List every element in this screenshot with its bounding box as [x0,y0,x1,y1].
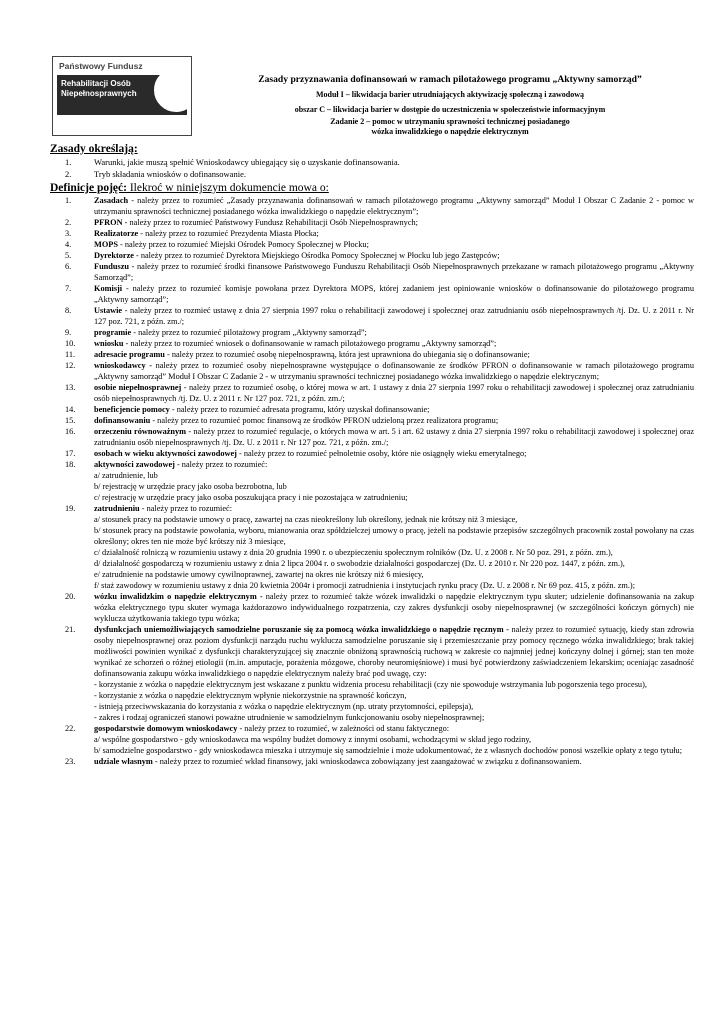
list-item [50,168,694,180]
definition-term: osobie niepełnosprawnej [94,383,182,392]
definition-item [50,503,694,591]
definition-text: - należy przez to rozumieć, w zależności od stanu faktycznego: [237,724,450,733]
definition-term: Ustawie [94,306,123,315]
definition-subitem: b/ samodzielne gospodarstwo - gdy wnioskodawca mieszka i utrzymuje się samodzielnie i może udokumentować, że z własnych dochodów ponosi wszelkie opłaty z tego tytułu; [94,746,683,755]
definition-item [50,426,694,448]
item-number: 18. [65,460,76,469]
definition-item [50,415,694,426]
item-number: 21. [65,625,76,634]
definition-subitem: a/ stosunek pracy na podstawie umowy o pracę, zawartej na czas nieokreślony lub określony, jednak nie krótszy niż 3 miesiące, [94,515,518,524]
definition-term: gospodarstwie domowym wnioskodawcy [94,724,238,733]
header-task: Zadanie 2 – pomoc w utrzymaniu sprawności technicznej posiadanego [330,117,570,126]
definition-text: należy przez to rozumieć także wózek inwalidzki o napędzie elektrycznym typu skuter; udzielenie dofinansowania na zakup wózka elektrycznego typu skuter wymaga każdorazowo indywidualnego rozpatrzenia, czy zakres dysfunkcji osoby niepełnosprawnej (w szczególności kończyn górnych) nie wyklucza użytkowania takiego typu wózka; [94,592,694,623]
definition-term: Funduszu [94,262,130,271]
item-number: 4. [65,240,72,249]
definition-term: Zasadach [94,196,129,205]
definition-subitem: e/ zatrudnienie na podstawie umowy cywilnoprawnej, zawartej na okres nie krótszy niż 6 miesięcy, [94,570,424,579]
definition-item [50,250,694,261]
definition-term: programie [94,328,132,337]
item-number: 19. [65,504,76,513]
item-number: 7. [65,284,72,293]
item-number: 1. [65,157,72,167]
definition-text: - należy przez to rozumieć Prezydenta Miasta Płocka; [138,229,319,238]
definition-text: - należy przez to rozumieć „Zasady przyznawania dofinansowań w ramach pilotażowego programu „Aktywny samorząd” Moduł I Obszar C Zadanie 2 - pomoc w utrzymaniu sprawności technicznej posiadanego wózka inwalidzkiego o napędzie elektrycznym”; [94,196,694,216]
item-number: 5. [65,251,72,260]
item-number: 16. [65,427,76,436]
definition-term: MOPS [94,240,118,249]
definition-term: Realizatorze [94,229,139,238]
definition-subitem: - zakres i rodzaj ograniczeń stanowi poważne utrudnienie w samodzielnym funkcjonowaniu osoby niepełnosprawnej; [94,713,485,722]
definition-term: udziale własnym [94,757,153,766]
definition-term: PFRON [94,218,123,227]
definition-text: - należy przez to rozumieć środki finansowe Państwowego Funduszu Rehabilitacji Osób Niepełnosprawnych przekazane w ramach pilotażowego programu „Aktywny Samorząd”; [94,262,694,282]
definition-subitem: - korzystanie z wózka o napędzie elektrycznym wpłynie niekorzystnie na sprawność kończyn, [94,691,407,700]
item-number: 14. [65,405,76,414]
definition-term: wniosku [94,339,124,348]
logo-line2: Rehabilitacji Osób [61,79,131,88]
header-task-cont: wózka inwalidzkiego o napędzie elektrycznym [371,127,529,136]
item-number: 2. [65,169,72,179]
zasady-heading: Zasady określają: [50,143,138,155]
definition-text: - należy przez to rozumieć pomoc finansową ze środków PFRON udzieloną przez realizatora programu; [150,416,499,425]
definition-item [50,261,694,283]
definition-text: - należy przez to rozmieć ustawę z dnia 27 sierpnia 1997 roku o rehabilitacji zawodowej i społecznej oraz zatrudnianiu osób niepełnosprawnych /tj. Dz. U. z 2011 r. Nr 127 poz. 721, z późn. zm./; [94,306,694,326]
item-number: 11. [65,350,76,359]
logo-text [61,79,137,99]
definition-term: dofinansowaniu [94,416,151,425]
definition-subitem: a/ wspólne gospodarstwo - gdy wnioskodawca ma wspólny budżet domowy z innymi osobami, wchodzącymi w skład jego rodziny, [94,735,532,744]
item-number: 12. [65,361,76,370]
definition-text: - należy przez to rozumieć: [174,460,268,469]
definition-text: - należy przez to rozumieć wniosek o dofinansowanie w ramach pilotażowego programu „Aktywny samorząd”; [123,339,497,348]
definicje-heading-label: Definicje pojęć: [50,182,127,194]
definition-item [50,338,694,349]
definition-term: wnioskodawcy - [94,361,152,370]
definition-text: - należy przez to rozumieć Dyrektora Miejskiego Ośrodka Pomocy Społecznej w Płocku lub jego Zastępców; [133,251,500,260]
document-body [50,142,694,767]
definition-subitem: f/ staż zawodowy w rozumieniu ustawy z dnia 20 kwietnia 2004r i promocji zatrudnienia i instytucjach rynku pracy (Dz. U. z 2008 r. Nr 69 poz. 415, z późn. zm.); [94,581,635,590]
logo-line1: Państwowy Fundusz [59,61,143,71]
definition-item [50,217,694,228]
definicje-list [50,195,694,767]
item-number: 23. [65,757,76,766]
item-number: 15. [65,416,76,425]
definition-subitem: c/ działalność rolniczą w rozumieniu ustawy z dnia 20 grudnia 1990 r. o ubezpieczeniu społecznym rolników (Dz. U. z 2008 r. Nr 50 poz. 291, z późn. zm.), [94,548,613,557]
definition-item [50,305,694,327]
definition-subitem: b/ rejestrację w urzędzie pracy jako osoba bezrobotna, lub [94,482,287,491]
definition-text: - należy przez to rozumieć Miejski Ośrodek Pomocy Społecznej w Płocku; [117,240,369,249]
definicje-heading-rest: Ilekroć w niniejszym dokumencie mowa o: [126,182,329,194]
definition-text: - należy przez to rozumieć regulacje, o których mowa w art. 5 i art. 62 ustawy z dnia 27 sierpnia 1997 roku o rehabilitacji zawodowej i społecznej oraz zatrudnianiu osób niepełnosprawnych /tj. Dz. U. z 2011 r. Nr 127 poz. 721, z późn. zm./; [94,427,695,447]
header-area: obszar C – likwidacja barier w dostępie do uczestniczenia w społeczeństwie informacyjnym [294,104,606,114]
logo-line3: Niepełnosprawnych [61,89,137,98]
zasady-list [50,156,694,180]
definition-item [50,448,694,459]
definition-item [50,360,694,382]
document-title: Zasady przyznawania dofinansowań w ramach pilotażowego programu „Aktywny samorząd” [258,74,642,85]
definition-item [50,228,694,239]
definition-term: adresacie programu [94,350,165,359]
definition-item [50,283,694,305]
header-module: Moduł I – likwidacja barier utrudniających aktywizację społeczną i zawodową [315,90,585,99]
item-number: 13. [65,383,76,392]
item-number: 3. [65,229,72,238]
definition-text: - należy przez to rozumieć osobę niepełnosprawną, która jest uprawniona do ubiegania się o dofinansowanie; [164,350,530,359]
definition-item [50,756,694,767]
item-number: 8. [65,306,72,315]
definition-text: należy przez to rozumieć sytuację, kiedy stan zdrowia osoby niepełnosprawnej oraz poziom dysfunkcji narządu ruchu wyklucza samodzielne poruszanie się i przemieszczanie przy pomocy ręcznego wózka inwalidzkiego; brak takiej możliwości powinien wynikać z dysfunkcji charakteryzującej się znacznie obniżoną sprawnością ruchową w zakresie co najmniej jednej kończyny dolnej i górnej; stan ten może wynikać ze schorzeń o różnej etiologii (m.in. amputacje, porażenia mózgowe, choroby neuromięśniowe) i musi być potwierdzony zaświadczeniem lekarskim; oceniając zasadność dofinansowania zakupu wózka inwalidzkiego o napędzie elektrycznym należy brać pod uwagę, czy: [94,625,694,678]
definition-text: - należy przez to rozumieć komisje powołana przez Dyrektora MOPS, której zadaniem jest opiniowanie wniosków o dofinansowanie do pilotażowego programu „Aktywny samorząd”; [94,284,694,304]
definicje-heading [50,181,694,195]
definition-text: - należy przez to rozumieć wkład finansowy, jaki wnioskodawca zobowiązany jest zaangażować w związku z dofinansowaniem. [152,757,582,766]
definition-item [50,459,694,503]
item-number: 17. [65,449,76,458]
item-text: Warunki, jakie muszą spełnić Wnioskodawcy ubiegający się o uzyskanie dofinansowania. [94,157,400,167]
item-number: 22. [65,724,76,733]
definition-text: należy przez to rozumieć osoby niepełnosprawne występujące o dofinansowanie ze środków PFRON o dofinansowanie w ramach pilotażowego programu „Aktywny samorząd” Moduł I Obszar C Zadanie 2 - w utrzymaniu sprawności technicznej posiadanego wózka inwalidzkiego o napędzie elektrycznym; [94,361,694,381]
definition-subitem: c/ rejestrację w urzędzie pracy jako osoba poszukująca pracy i nie pozostająca w zatrudnieniu; [94,493,408,502]
definition-term: wózku inwalidzkim o napędzie elektrycznym - [94,592,263,601]
definition-term: beneficjencie pomocy [94,405,170,414]
definition-text: - należy przez to rozumieć pilotażowy program „Aktywny samorząd”; [131,328,367,337]
definition-item [50,624,694,723]
definition-subitem: a/ zatrudnienie, lub [94,471,158,480]
definition-item [50,404,694,415]
item-text: Tryb składania wniosków o dofinansowanie. [94,169,246,179]
item-number: 10. [65,339,76,348]
definition-item [50,349,694,360]
definition-term: orzeczeniu równoważnym [94,427,187,436]
definition-term: dysfunkcjach uniemożliwiających samodzielne poruszanie się za pomocą wózka inwalidzkiego o napędzie ręcznym - [94,625,509,634]
item-number: 1. [65,196,72,205]
definition-text: - należy przez to rozumieć Państwowy Fundusz Rehabilitacji Osób Niepełnosprawnych; [122,218,418,227]
definition-term: Dyrektorze [94,251,134,260]
item-number: 2. [65,218,72,227]
definition-item [50,591,694,624]
item-number: 9. [65,328,72,337]
definition-text: - należy przez to rozumieć adresata programu, który uzyskał dofinansowanie; [169,405,430,414]
definition-item [50,195,694,217]
logo-circle-icon [153,75,187,113]
definition-item [50,382,694,404]
logo-dark-band [57,75,187,115]
definition-text: - należy przez to rozumieć osobę, o której mowa w art. 1 ustawy z dnia 27 sierpnia 1997 roku o rehabilitacji zawodowej i społecznej oraz zatrudnianiu osób niepełnosprawnych /tj. Dz. U. z 2011 r. Nr 127 poz. 721, z późn. zm./; [94,383,694,403]
definition-subitem: - istnieją przeciwwskazania do korzystania z wózka o napędzie elektrycznym (np. utraty przytomności, epilepsja), [94,702,474,711]
definition-text: - należy przez to rozumieć: [139,504,233,513]
definition-item [50,723,694,756]
definition-subitem: - korzystanie z wózka o napędzie elektrycznym jest wskazane z punktu widzenia procesu rehabilitacji (czy nie spowoduje wstrzymania lub pogorszenia tego procesu), [94,680,647,689]
definition-text: - należy przez to rozumieć pełnoletnie osoby, które nie osiągnęły wieku emerytalnego; [236,449,527,458]
definition-item [50,327,694,338]
pfron-logo [52,56,192,136]
item-number: 20. [65,592,76,601]
definition-term: zatrudnieniu [94,504,140,513]
definition-term: osobach w wieku aktywności zawodowej [94,449,237,458]
definition-term: Komisji [94,284,123,293]
item-number: 6. [65,262,72,271]
list-item [50,156,694,168]
document-header [205,72,695,137]
definition-subitem: d/ działalność gospodarczą w rozumieniu ustawy z dnia 2 lipca 2004 r. o swobodzie działalności gospodarczej (Dz. U. z 2010 r. Nr 220 poz. 1447, z późn. zm.), [94,559,625,568]
definition-item [50,239,694,250]
definition-subitem: b/ stosunek pracy na podstawie powołania, wyboru, mianowania oraz spółdzielczej umowy o pracę, jeżeli na podstawie przepisów szczególnych pracownik został powołany na czas określony; okres ten nie może być krótszy niż 3 miesiące, [94,526,694,546]
definition-term: aktywności zawodowej [94,460,175,469]
